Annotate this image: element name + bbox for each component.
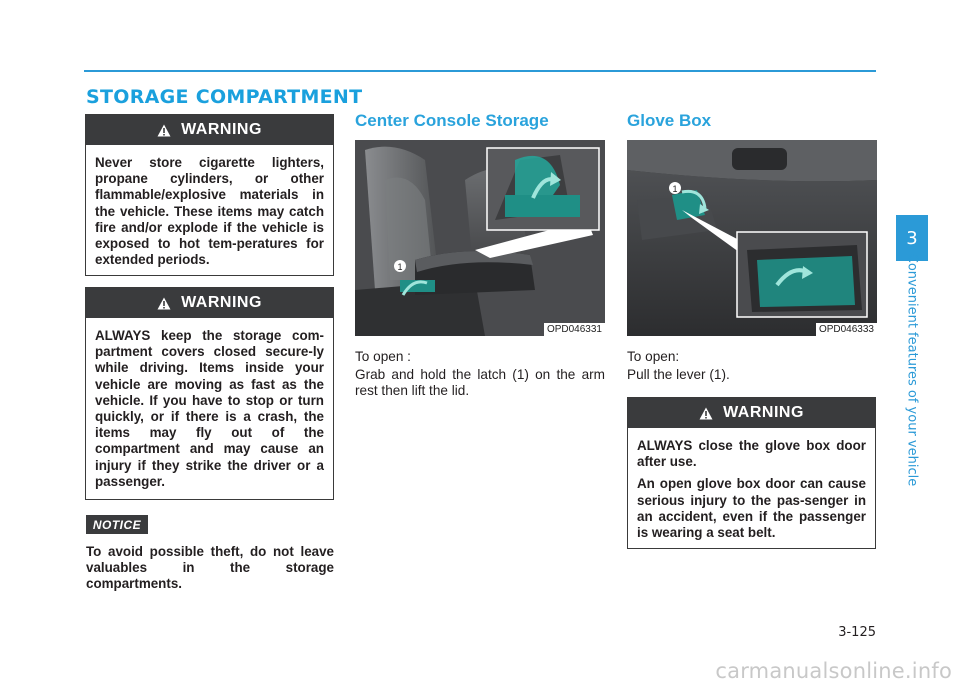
- warning-body: [86, 145, 333, 276]
- warning-triangle-icon: [157, 124, 171, 137]
- warning-header: [86, 115, 333, 145]
- center-console-heading: Center Console Storage: [355, 111, 549, 130]
- top-rule: [84, 70, 876, 72]
- glove-box-heading: Glove Box: [627, 111, 712, 130]
- center-console-intro: To open :: [355, 349, 411, 364]
- figure-code: OPD046333: [816, 323, 877, 336]
- warning-box-glove-box: [627, 397, 876, 549]
- notice-badge: NOTICE: [86, 515, 148, 534]
- callout-number: 1: [397, 262, 403, 272]
- center-console-illustration: [355, 140, 605, 336]
- warning-header: [628, 398, 875, 428]
- warning-body: [86, 318, 333, 498]
- warning-title: WARNING: [181, 294, 262, 311]
- warning-text: ALWAYS keep the storage com-partment covers closed secure-ly while driving. Items inside your vehicle are moving as fast as the vehicle. If you have to stop or turn quickly, or if there is a crash, the items may fly out of the compartment and may cause an injury if they strike the driver or a passenger.: [95, 328, 324, 489]
- center-console-figure: [355, 140, 605, 336]
- watermark: carmanualsonline.info: [715, 659, 952, 683]
- warning-triangle-icon: [157, 297, 171, 310]
- callout-number: 1: [672, 184, 678, 194]
- section-title: STORAGE COMPARTMENT: [86, 86, 363, 108]
- figure-code: OPD046331: [544, 323, 605, 336]
- warning-body: [628, 428, 875, 549]
- warning-title: WARNING: [181, 121, 262, 138]
- warning-title: WARNING: [723, 404, 804, 421]
- warning-triangle-icon: [699, 407, 713, 420]
- notice-text: To avoid possible theft, do not leave valuables in the storage compartments.: [86, 544, 334, 592]
- warning-text: ALWAYS close the glove box door after use.: [637, 438, 866, 470]
- glove-box-illustration: [627, 140, 877, 336]
- glove-box-intro: To open:: [627, 349, 680, 364]
- center-console-instruction: Grab and hold the latch (1) on the arm rest then lift the lid.: [355, 367, 605, 398]
- glove-box-instruction: Pull the lever (1).: [627, 367, 730, 382]
- warning-box-flammables: [85, 114, 334, 276]
- page-number: 3-125: [838, 625, 876, 640]
- chapter-tab: 3: [896, 215, 928, 261]
- warning-text: Never store cigarette lighters, propane cylinders, or other flammable/explosive materials in the vehicle. These items may catch fire and/or explode if the vehicle is exposed to hot tem-peratures for extended periods.: [95, 155, 324, 268]
- warning-header: [86, 288, 333, 318]
- warning-box-compartment-covers: [85, 287, 334, 500]
- warning-text: An open glove box door can cause serious injury to the pas-senger in an accident, even if the passenger is wearing a seat belt.: [637, 476, 866, 541]
- glove-box-figure: [627, 140, 877, 336]
- chapter-label: Convenient features of your vehicle: [904, 253, 920, 487]
